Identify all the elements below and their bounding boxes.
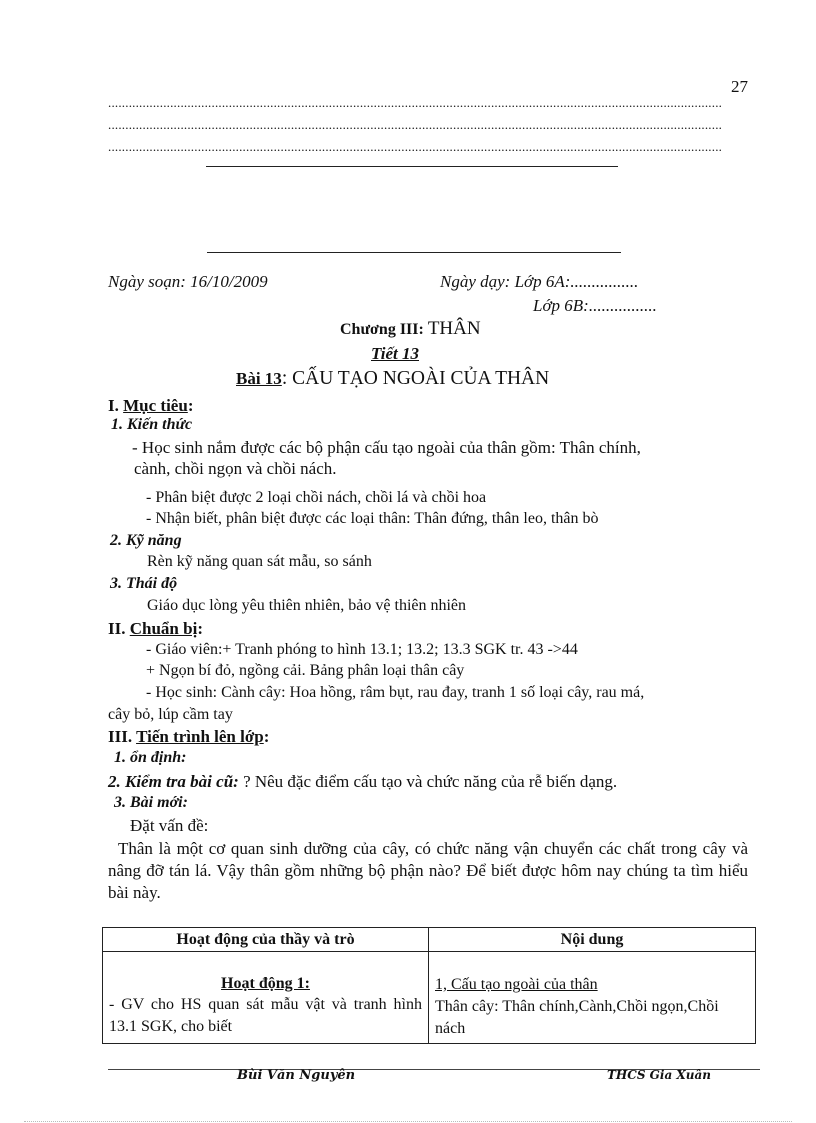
section-heading-preparation: II. Chuẩn bị:: [108, 619, 203, 638]
activity-table: [102, 927, 756, 1044]
dotted-line: ..................................................................................................................................................................................: [108, 96, 723, 110]
subheading-new-lesson: 3. Bài mới:: [114, 794, 188, 811]
text-line: cây bỏ, lúp cầm tay: [108, 706, 233, 723]
text-line: - Giáo viên:+ Tranh phóng to hình 13.1; 13.2; 13.3 SGK tr. 43 ->44: [146, 641, 578, 658]
content-title: 1, Cấu tạo ngoài của thân: [435, 976, 598, 993]
activity-title: Hoạt động 1:: [221, 975, 310, 992]
preparation-date: Ngày soạn: 16/10/2009: [108, 272, 268, 291]
subheading-stabilize: 1. ổn định:: [114, 749, 187, 766]
chapter-heading: [340, 318, 481, 340]
table-header: Hoạt động của thầy và trò: [103, 928, 429, 952]
text-line: - Nhận biết, phân biệt được các loại thân: Thân đứng, thân leo, thân bò: [146, 510, 599, 527]
chapter-label: Chương III:: [340, 321, 424, 338]
activity-cell: [103, 952, 429, 1044]
content-cell: [429, 952, 756, 1044]
problem-statement-label: Đặt vấn đề:: [130, 816, 209, 835]
footer-author: Bùi Văn Nguyên: [237, 1068, 356, 1083]
text-line: + Ngọn bí đỏ, ngồng cải. Bảng phân loại thân cây: [146, 662, 465, 679]
footer-school: THCS Gia Xuân: [607, 1068, 711, 1082]
intro-paragraph: Thân là một cơ quan sinh dưỡng của cây, có chức năng vận chuyển các chất trong cây và nâng đỡ tán lá. Vậy thân gồm những bộ phận nào? Để biết được hôm nay chúng ta tìm hiểu bài này.: [108, 839, 748, 902]
teaching-date-6b: Lớp 6B:................: [533, 296, 657, 315]
table-header: Nội dung: [429, 928, 756, 952]
lesson-label: Bài 13: [236, 369, 282, 388]
divider: [206, 166, 618, 167]
dotted-line: ..................................................................................................................................................................................: [108, 140, 723, 154]
lesson-period: Tiết 13: [371, 344, 419, 363]
teaching-date-6a: Ngày dạy: Lớp 6A:................: [440, 272, 639, 291]
text-line: cành, chồi ngọn và chồi nách.: [134, 459, 337, 478]
lesson-name: : CẤU TẠO NGOÀI CỦA THÂN: [281, 368, 550, 389]
subheading-knowledge: 1. Kiến thức: [111, 416, 193, 433]
page-edge: [24, 1121, 792, 1122]
text-line: - Học sinh: Cành cây: Hoa hồng, râm bụt, rau đay, tranh 1 số loại cây, rau má,: [146, 684, 645, 701]
page-number: 27: [731, 77, 748, 96]
section-heading-procedure: III. Tiến trình lên lớp:: [108, 727, 270, 746]
activity-text: - GV cho HS quan sát mẫu vật và tranh hình 13.1 SGK, cho biết: [109, 996, 422, 1035]
content-text: Thân cây: Thân chính,Cành,Chồi ngọn,Chồi nách: [435, 998, 719, 1037]
text-line: - Học sinh nắm được các bộ phận cấu tạo ngoài của thân gồm: Thân chính,: [132, 438, 641, 457]
text-line: Rèn kỹ năng quan sát mẫu, so sánh: [147, 553, 372, 570]
chapter-name: THÂN: [427, 318, 481, 339]
text-line: - Phân biệt được 2 loại chồi nách, chồi lá và chồi hoa: [146, 489, 487, 506]
old-lesson-check: 2. Kiểm tra bài cũ: ? Nêu đặc điểm cấu tạo và chức năng của rễ biến dạng.: [108, 772, 618, 791]
subheading-attitude: 3. Thái độ: [110, 575, 178, 592]
dotted-line: ..................................................................................................................................................................................: [108, 118, 723, 132]
text-line: Giáo dục lòng yêu thiên nhiên, bảo vệ thiên nhiên: [147, 597, 467, 614]
divider: [207, 252, 621, 253]
lesson-title: [236, 368, 549, 390]
subheading-skills: 2. Kỹ năng: [110, 532, 182, 549]
section-heading-objectives: I. Mục tiêu:: [108, 396, 194, 415]
